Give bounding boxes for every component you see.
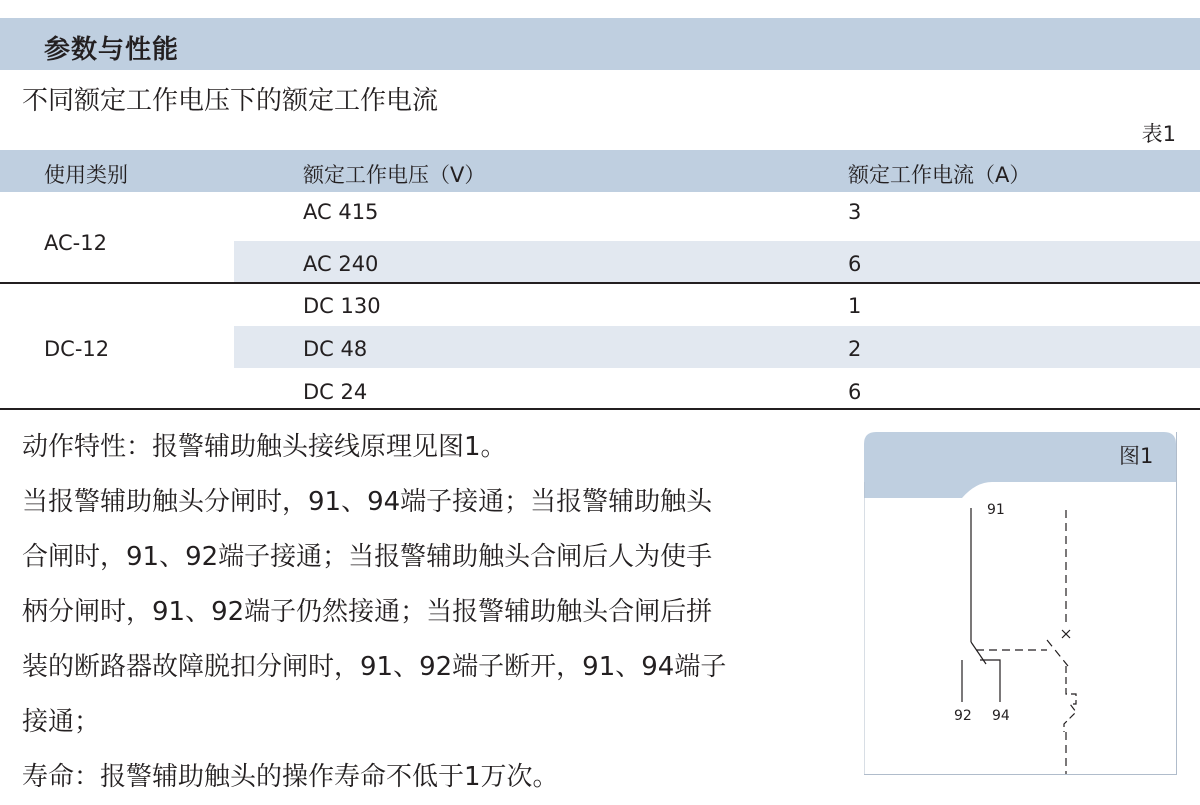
section-header-bar (0, 18, 1200, 70)
current-cell: 6 (848, 252, 862, 276)
voltage-cell: AC 240 (303, 252, 379, 276)
contact-blade (971, 642, 986, 664)
current-cell: 1 (848, 294, 862, 318)
table-row-band (234, 241, 1200, 282)
figure-label: 图1 (1119, 444, 1154, 468)
header-voltage: 额定工作电压（V） (303, 163, 486, 187)
category-dc: DC-12 (44, 337, 110, 361)
voltage-cell: DC 24 (303, 380, 368, 404)
description-line: 装的断路器故障脱扣分闸时，91、92端子断开，91、94端子 (22, 652, 727, 682)
category-ac: AC-12 (44, 231, 107, 255)
current-cell: 2 (848, 337, 862, 361)
description-line: 柄分闸时，91、92端子仍然接通；当报警辅助触头合闸后拼 (22, 597, 713, 627)
voltage-cell: AC 415 (303, 200, 379, 224)
description-line: 接通； (22, 707, 101, 737)
group-divider (0, 282, 1200, 284)
voltage-cell: DC 48 (303, 337, 368, 361)
header-category: 使用类别 (44, 163, 128, 187)
terminal-91-label: 91 (987, 502, 1005, 518)
description-line: 当报警辅助触头分闸时，91、94端子接通；当报警辅助触头 (22, 487, 713, 517)
table-row-band (234, 326, 1200, 368)
section-title: 参数与性能 (44, 35, 180, 65)
trip-marker (1062, 630, 1070, 638)
table-subtitle: 不同额定工作电压下的额定工作电流 (22, 86, 439, 116)
contact-94-line (980, 660, 1000, 702)
table-number: 表1 (1141, 122, 1176, 146)
current-cell: 3 (848, 200, 862, 224)
wiring-diagram (864, 432, 1176, 774)
description-text (22, 420, 822, 805)
voltage-cell: DC 130 (303, 294, 381, 318)
terminal-92-label: 92 (954, 708, 972, 724)
header-current: 额定工作电流（A） (848, 163, 1031, 187)
current-cell: 6 (848, 380, 862, 404)
description-line: 寿命：报警辅助触头的操作寿命不低于1万次。 (22, 762, 559, 792)
description-line: 合闸时，91、92端子接通；当报警辅助触头合闸后人为使手 (22, 542, 713, 572)
trip-coil (1064, 666, 1076, 732)
terminal-94-label: 94 (992, 708, 1010, 724)
table-bottom-rule (0, 408, 1200, 410)
trip-switch-blade (1047, 640, 1068, 666)
description-line: 动作特性：报警辅助触头接线原理见图1。 (22, 432, 507, 462)
